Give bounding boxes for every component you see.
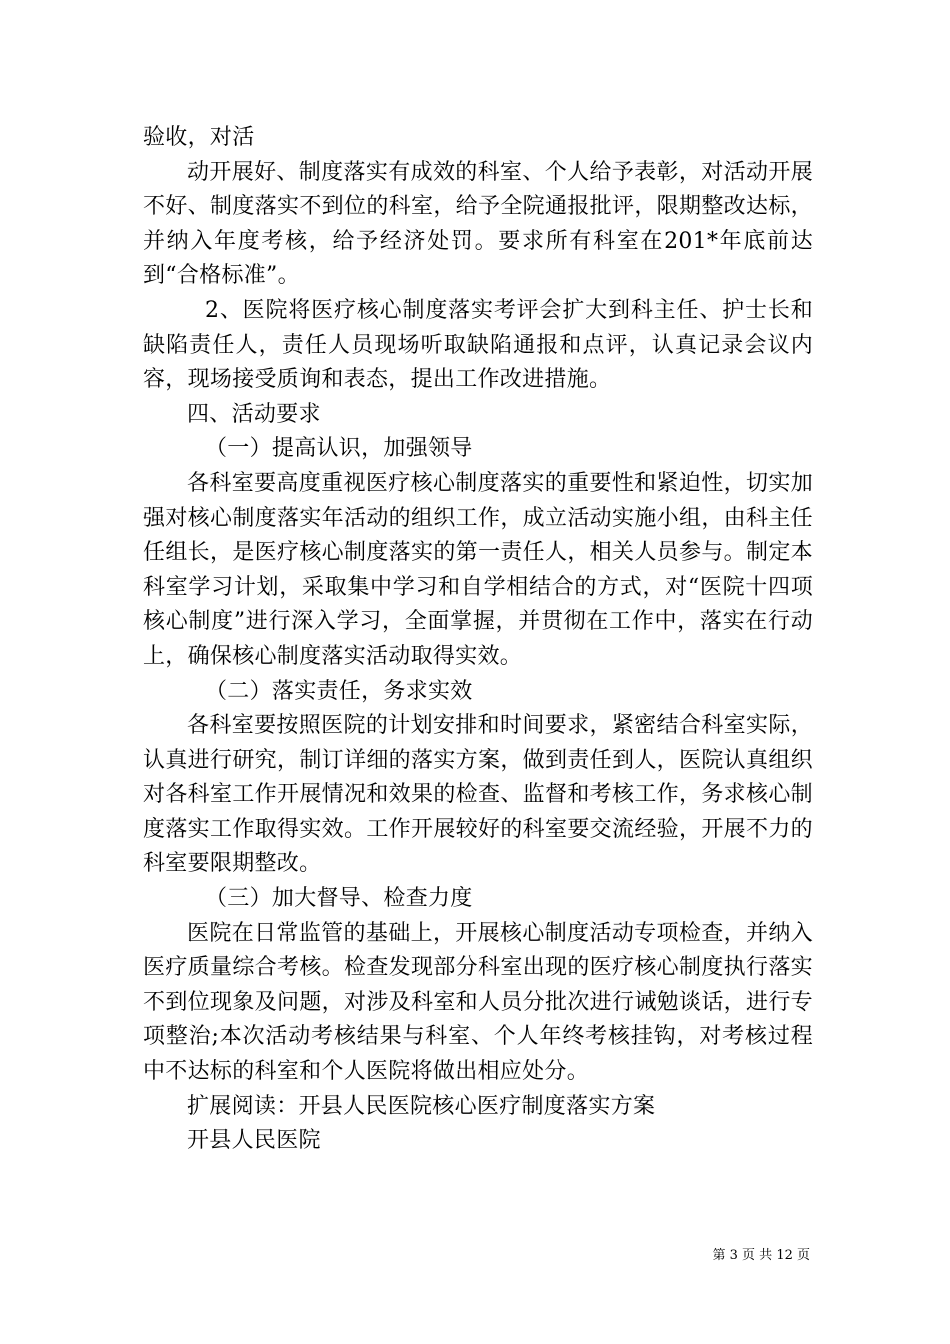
section-heading-4: 四、活动要求 (187, 401, 321, 427)
paragraph-awareness: 各科室要高度重视医疗核心制度落实的重要性和紧迫性，切实加强对核心制度落实年活动的组织工作，成立活动实施小组，由科主任任组长，是医疗核心制度落实的第一责任人，相关人员参与。制定本科室学习计划，采取集中学习和自学相结合的方式，对“医院十四项核心制度”进行深入学习，全面掌握，并贯彻在工作中，落实在行动上，确保核心制度落实活动取得实效。 (143, 470, 813, 669)
paragraph-hospital-name: 开县人民医院 (187, 1128, 321, 1154)
subheading-3: （三）加大督导、检查力度 (205, 886, 473, 912)
page-number-footer: 第 3 页 共 12 页 (712, 1248, 810, 1263)
paragraph-extended-reading: 扩展阅读：开县人民医院核心医疗制度落实方案 (187, 1093, 656, 1119)
paragraph-inspection: 医院在日常监管的基础上，开展核心制度活动专项检查，并纳入医疗质量综合考核。检查发现部分科室出现的医疗核心制度执行落实不到位现象及问题，对涉及科室和人员分批次进行诫勉谈话，进行专项整治;本次活动考核结果与科室、个人年终考核挂钩，对考核过程中不达标的科室和个人医院将做出相应处分。 (143, 920, 813, 1085)
subheading-1: （一）提高认识，加强领导 (205, 436, 473, 462)
paragraph-commendation: 动开展好、制度落实有成效的科室、个人给予表彰，对活动开展不好、制度落实不到位的科室，给予全院通报批评，限期整改达标，并纳入年度考核，给予经济处罚。要求所有科室在201*年底前达到“合格标准”。 (143, 159, 813, 289)
subheading-2: （二）落实责任，务求实效 (205, 678, 473, 704)
paragraph-continuation: 验收，对活 (143, 125, 255, 150)
document-body (143, 121, 813, 1159)
paragraph-item-2: 2、医院将医疗核心制度落实考评会扩大到科主任、护士长和缺陷责任人，责任人员现场听取缺陷通报和点评，认真记录会议内容，现场接受质询和表态，提出工作改进措施。 (143, 297, 813, 393)
paragraph-responsibility: 各科室要按照医院的计划安排和时间要求，紧密结合科室实际，认真进行研究，制订详细的落实方案，做到责任到人，医院认真组织对各科室工作开展情况和效果的检查、监督和考核工作，务求核心制度落实工作取得实效。工作开展较好的科室要交流经验，开展不力的科室要限期整改。 (143, 713, 813, 877)
